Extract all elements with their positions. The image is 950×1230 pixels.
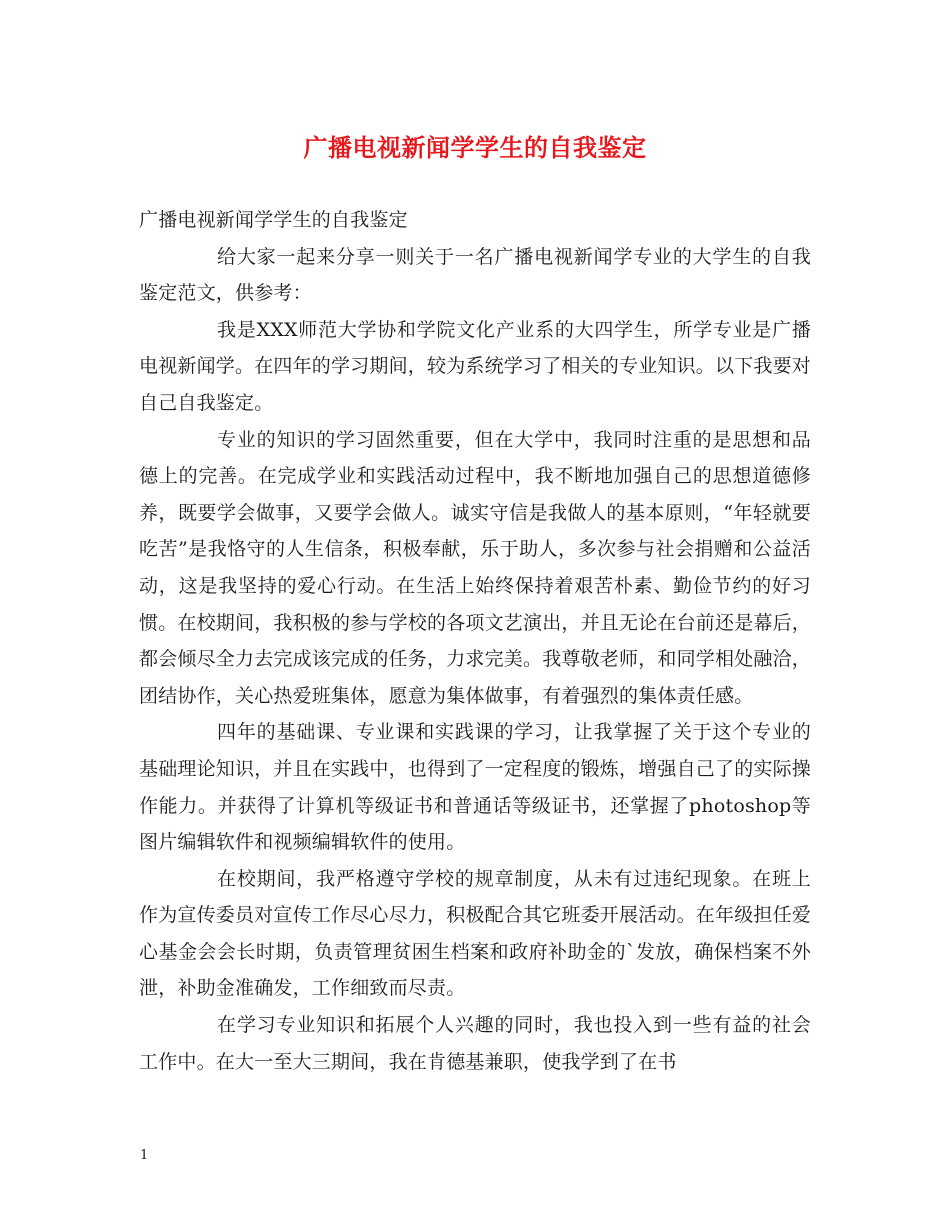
paragraph-social-work: 在学习专业知识和拓展个人兴趣的同时，我也投入到一些有益的社会工作中。在大一至大三期间，我在肯德基兼职，使我学到了在书 <box>139 1014 811 1073</box>
paragraph-self-introduction: 我是XXX师范大学协和学院文化产业系的大四学生，所学专业是广播电视新闻学。在四年的学习期间，较为系统学习了相关的专业知识。以下我要对自己自我鉴定。 <box>139 318 812 414</box>
paragraph-discipline: 在校期间，我严格遵守学校的规章制度，从未有过违纪现象。在班上作为宣传委员对宣传工作尽心尽力，积极配合其它班委开展活动。在年级担任爱心基金会会长时期，负责管理贫困生档案和政府补助金的`发放，确保档案不外泄，补助金准确发，工作细致而尽责。 <box>139 867 812 1000</box>
document-body <box>139 202 811 1080</box>
paragraph-heading: 广播电视新闻学学生的自我鉴定 <box>139 209 408 231</box>
page-number: 1 <box>140 1148 149 1163</box>
paragraph-intro: 给大家一起来分享一则关于一名广播电视新闻学专业的大学生的自我鉴定范文，供参考： <box>139 245 811 305</box>
document-title: 广播电视新闻学学生的自我鉴定 <box>303 133 647 162</box>
paragraph-moral-character: 专业的知识的学习固然重要，但在大学中，我同时注重的是思想和品德上的完善。在完成学业和实践活动过程中，我不断地加强自己的思想道德修养，既要学会做事，又要学会做人。诚实守信是我做人的基本原则，“年轻就要吃苦”是我恪守的人生信条，积极奉献，乐于助人，多次参与社会捐赠和公益活动，这是我坚持的爱心行动。在生活上始终保持着艰苦朴素、勤俭节约的好习惯。在校期间，我积极的参与学校的各项文艺演出，并且无论在台前还是幕后，都会倾尽全力去完成该完成的任务，力求完美。我尊敬老师，和同学相处融洽，团结协作，关心热爱班集体，愿意为集体做事，有着强烈的集体责任感。 <box>139 428 812 707</box>
paragraph-coursework: 四年的基础课、专业课和实践课的学习，让我掌握了关于这个专业的基础理论知识，并且在实践中，也得到了一定程度的锻炼，增强自己了的实际操作能力。并获得了计算机等级证书和普通话等级证书，还掌握了photoshop等图片编辑软件和视频编辑软件的使用。 <box>139 721 812 854</box>
